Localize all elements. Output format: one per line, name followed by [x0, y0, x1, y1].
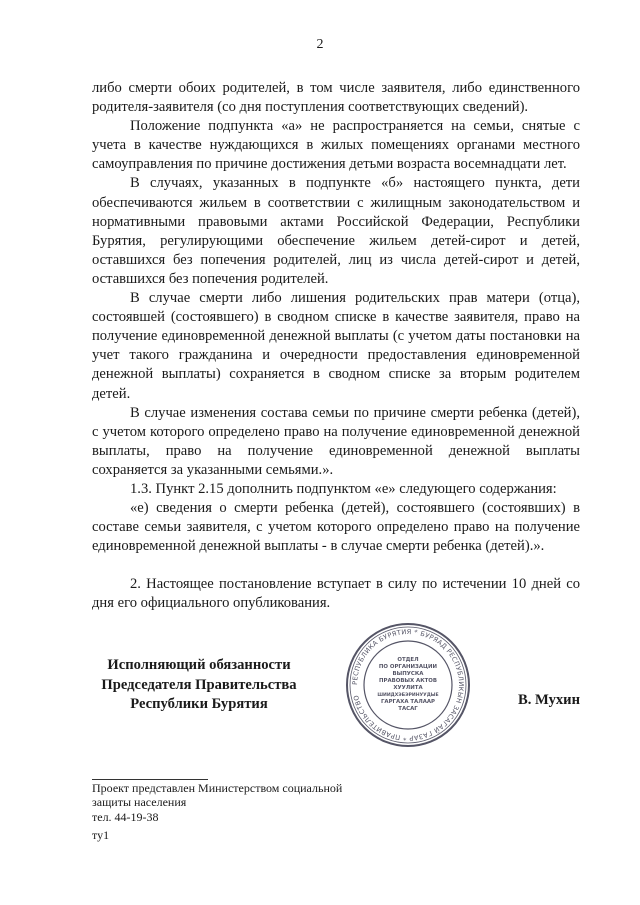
seal-center-line: ОТДЕЛ [397, 657, 419, 663]
footnote-phone: тел. 44-19-38 [92, 809, 159, 824]
paragraph-subclause-a: Положение подпункта «а» не распространяется на семьи, снятые с учета в качестве нуждающихся в жилых помещениях органами местного самоуправления по причине достижения детьми возраста восемнадцати лет. [92, 118, 580, 173]
official-seal-stamp [344, 621, 472, 749]
paragraph-subclause-e: «е) сведения о смерти ребенка (детей), состоявшего (состоявших) в составе семьи заявителя, с учетом которого определено право на получение единовременной денежной выплаты - в случае смерти ребенка (детей).». [92, 500, 580, 555]
footnote-line: Проект представлен Министерством социальной [92, 781, 343, 795]
document-body [92, 79, 580, 614]
paragraph-continuation: либо смерти обоих родителей, в том числе заявителя, либо единственного родителя-заявителя (со дня поступления соответствующих сведений). [92, 80, 580, 116]
paragraph-item-1-3: 1.3. Пункт 2.15 дополнить подпунктом «е» следующего содержания: [130, 480, 557, 497]
footnote [92, 781, 392, 824]
paragraph-parent-death: В случае смерти либо лишения родительских прав матери (отца), состоявшей (состоявшего) в сводном списке в качестве заявителя, право на получение единовременной денежной выплаты (с учетом даты постановки на учет такого гражданина и очередности предоставления единовременной денежной выплаты) сохраняется в сводном списке за вторым родителем детей. [92, 290, 580, 402]
document-code: ту1 [92, 828, 110, 842]
paragraph-subclause-b: В случаях, указанных в подпункте «б» настоящего пункта, дети обеспечиваются жильем в соответствии с жилищным законодательством и нормативными правовыми актами Российской Федерации, Республики Бурятия, регулирующими обеспечение жильем детей-сирот и детей, оставшихся без попечения родителей, лиц из числа детей-сирот и детей, оставшихся без попечения родителей. [92, 175, 580, 287]
seal-center-line: ХУУЛИТА [393, 685, 423, 691]
page-number: 2 [316, 37, 324, 52]
signatory-title-line: Председателя Правительства [101, 676, 297, 693]
signatory-title-line: Республики Бурятия [130, 696, 268, 712]
seal-center-line: ГАРГАХА ТАЛААР [381, 699, 435, 705]
signatory-title-line: Исполняющий обязанности [107, 657, 291, 673]
signer-name: В. Мухин [517, 692, 580, 708]
seal-ring-text: РЕСПУБЛИКА БУРЯТИЯ * БУРЯАД РЕСПУБЛИКЫН ЗАСАГАЙ ГАЗАР * ПРАВИТЕЛЬСТВО [350, 627, 466, 743]
seal-center-line: ТАСАГ [398, 706, 418, 712]
paragraph-child-death: В случае изменения состава семьи по причине смерти ребенка (детей), с учетом которого определено право на получение единовременной денежной выплаты, право на получение единовременной денежной выплаты сохраняется за указанными семьями.». [92, 404, 580, 478]
footnote-divider [92, 779, 208, 780]
signatory-title [92, 656, 306, 715]
seal-center-line: ВЫПУСКА [392, 671, 424, 677]
paragraph-effective-date: 2. Настоящее постановление вступает в силу по истечении 10 дней со дня его официального опубликования. [92, 576, 580, 612]
footnote-line: защиты населения [92, 795, 187, 810]
seal-center-line: ПРАВОВЫХ АКТОВ [379, 678, 437, 684]
seal-center-line: ПО ОРГАНИЗАЦИИ [378, 664, 438, 670]
seal-center-line: ШИИДХЭБЭРИНУУДЫЕ [377, 693, 439, 698]
